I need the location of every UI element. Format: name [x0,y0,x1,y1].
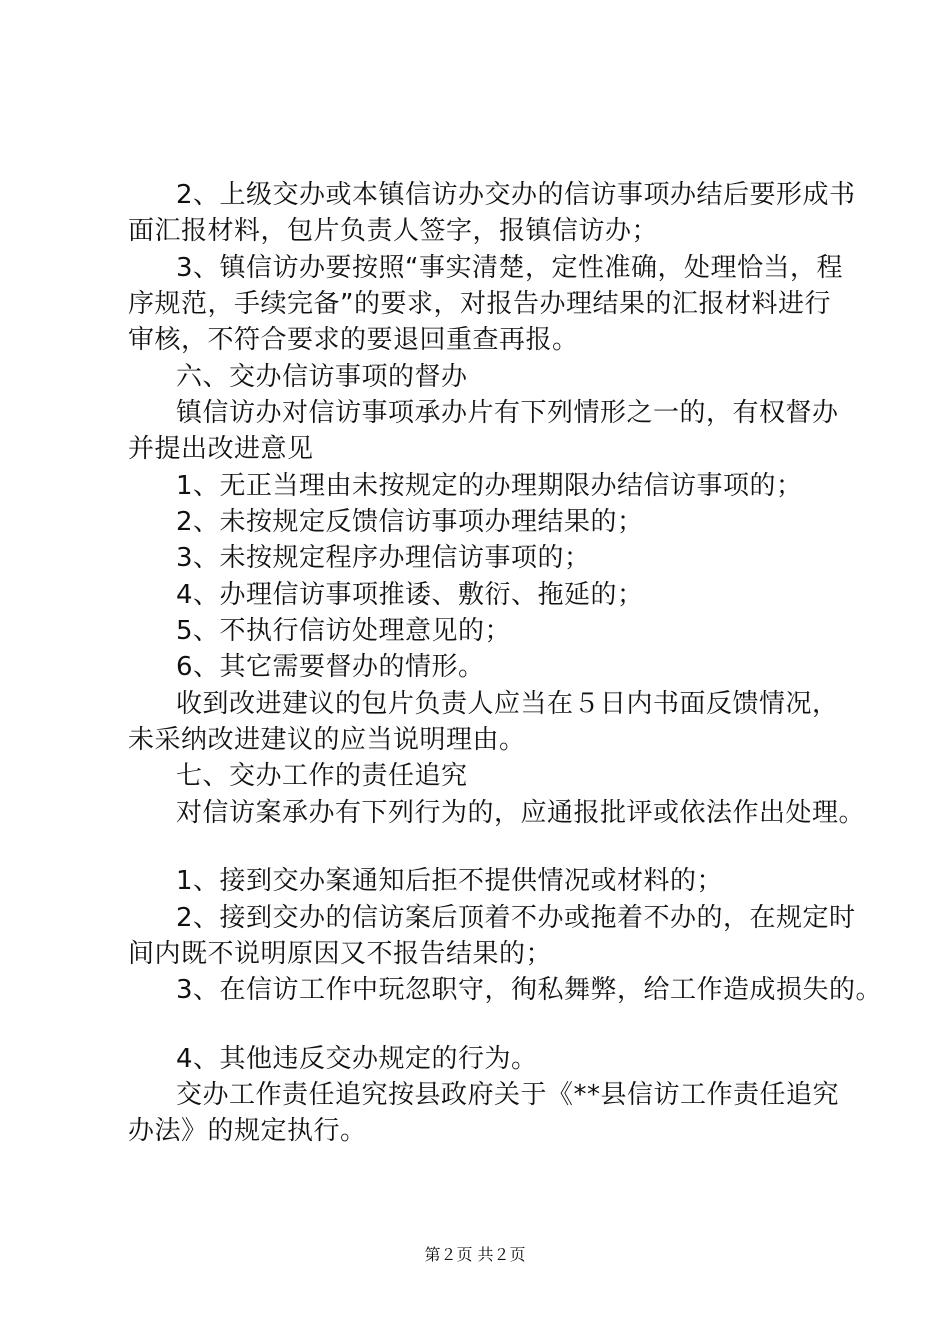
paragraph-line: 序规范，手续完备”的要求，对报告办理结果的汇报材料进行 [128,289,831,319]
list-item: 4、其他违反交办规定的行为。 [176,1044,538,1074]
paragraph-line: 3、镇信访办要按照“事实清楚，定性准确，处理恰当，程 [176,253,844,283]
paragraph-line: 并提出改进意见 [128,434,314,464]
list-item: 3、在信访工作中玩忽职守，徇私舞弊，给工作造成损失的。 [176,975,883,1005]
list-item: 3、未按规定程序办理信访事项的； [176,543,591,573]
list-item: 4、办理信访事项推诿、敷衍、拖延的； [176,580,644,610]
list-item: 1、无正当理由未按规定的办理期限办结信访事项的； [176,471,803,501]
paragraph-line: 间内既不说明原因又不报告结果的； [128,939,553,969]
paragraph-line: 办法》的规定执行。 [128,1116,367,1146]
list-item: 1、接到交办案通知后拒不提供情况或材料的； [176,866,724,896]
list-item: 6、其它需要督办的情形。 [176,652,485,682]
paragraph-line: 收到改进建议的包片负责人应当在５日内书面反馈情况， [176,689,839,719]
paragraph-line: 交办工作责任追究按县政府关于《**县信访工作责任追究 [176,1080,840,1110]
paragraph-line: 镇信访办对信访事项承办片有下列情形之一的，有权督办 [176,398,839,428]
paragraph-line: 审核，不符合要求的要退回重查再报。 [128,325,579,355]
list-item: 2、未按规定反馈信访事项办理结果的； [176,507,644,537]
paragraph-line: 未采纳改进建议的应当说明理由。 [128,725,526,755]
paragraph-line: 2、上级交办或本镇信访办交办的信访事项办结后要形成书 [176,180,856,210]
list-item: 2、接到交办的信访案后顶着不办或拖着不办的，在规定时 [176,903,856,933]
page-number: 第２页 共２页 [424,1245,526,1264]
paragraph-line: 对信访案承办有下列行为的，应通报批评或依法作出处理。 [176,798,866,828]
section-heading: 六、交办信访事项的督办 [176,362,468,392]
paragraph-line: 面汇报材料，包片负责人签字，报镇信访办； [128,216,659,246]
list-item: 5、不执行信访处理意见的； [176,616,512,646]
section-heading: 七、交办工作的责任追究 [176,761,468,791]
